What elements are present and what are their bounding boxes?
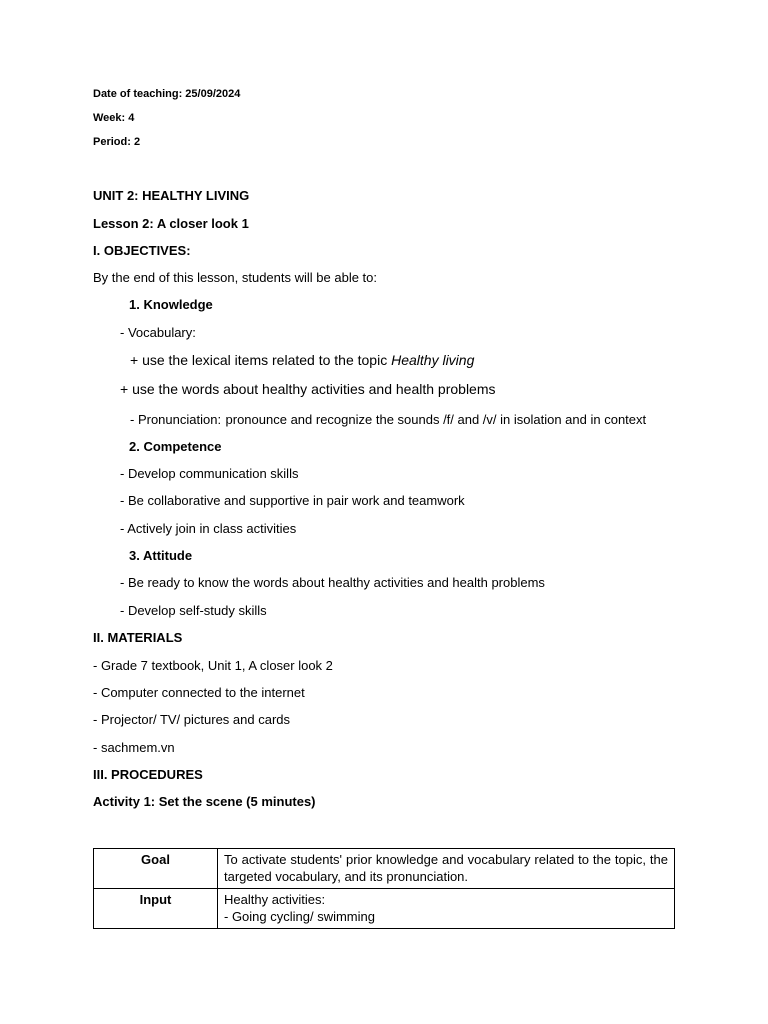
pronunciation-label: - Pronunciation: <box>130 412 222 427</box>
vocabulary-topic-name: Healthy living <box>391 352 475 368</box>
vocabulary-item-topic <box>130 353 474 367</box>
attitude-item: - Develop self-study skills <box>120 603 267 618</box>
materials-heading: II. MATERIALS <box>93 630 183 645</box>
materials-item: - Computer connected to the internet <box>93 685 305 700</box>
vocabulary-label: - Vocabulary: <box>120 325 196 340</box>
activity-1-heading: Activity 1: Set the scene (5 minutes) <box>93 794 316 809</box>
knowledge-heading: 1. Knowledge <box>129 297 213 312</box>
input-line: - Going cycling/ swimming <box>224 909 375 924</box>
attitude-heading: 3. Attitude <box>129 548 193 563</box>
goal-label: Goal <box>94 849 218 889</box>
table-row-input <box>94 889 675 929</box>
materials-item: - Projector/ TV/ pictures and cards <box>93 712 291 727</box>
date-of-teaching: Date of teaching: 25/09/2024 <box>93 88 241 100</box>
objectives-heading: I. OBJECTIVES: <box>93 243 191 258</box>
competence-heading: 2. Competence <box>129 439 222 454</box>
materials-item: - Grade 7 textbook, Unit 1, A closer look 2 <box>93 658 333 673</box>
activity-table <box>93 848 675 929</box>
period: Period: 2 <box>93 136 141 148</box>
input-content <box>218 889 675 929</box>
competence-item: - Actively join in class activities <box>120 521 297 536</box>
competence-item: - Be collaborative and supportive in pair work and teamwork <box>120 493 465 508</box>
lesson-title: Lesson 2: A closer look 1 <box>93 216 249 231</box>
input-line: Healthy activities: <box>224 892 326 907</box>
objectives-intro: By the end of this lesson, students will be able to: <box>93 270 378 285</box>
materials-item: - sachmem.vn <box>93 740 175 755</box>
procedures-heading: III. PROCEDURES <box>93 767 203 782</box>
attitude-item: - Be ready to know the words about healthy activities and health problems <box>120 575 545 590</box>
pronunciation-text: pronounce and recognize the sounds /f/ and /v/ in isolation and in context <box>225 412 647 427</box>
unit-title: UNIT 2: HEALTHY LIVING <box>93 188 250 203</box>
pronunciation-line <box>130 412 646 428</box>
vocabulary-item-activities: + use the words about healthy activities and health problems <box>120 381 496 397</box>
competence-item: - Develop communication skills <box>120 466 299 481</box>
goal-text: To activate students' prior knowledge and vocabulary related to the topic, the targeted vocabulary, and its pronunciation. <box>218 849 675 889</box>
table-row-goal <box>94 849 675 889</box>
week: Week: 4 <box>93 112 135 124</box>
input-label: Input <box>94 889 218 929</box>
vocabulary-item-topic-prefix: + use the lexical items related to the topic <box>130 352 388 368</box>
